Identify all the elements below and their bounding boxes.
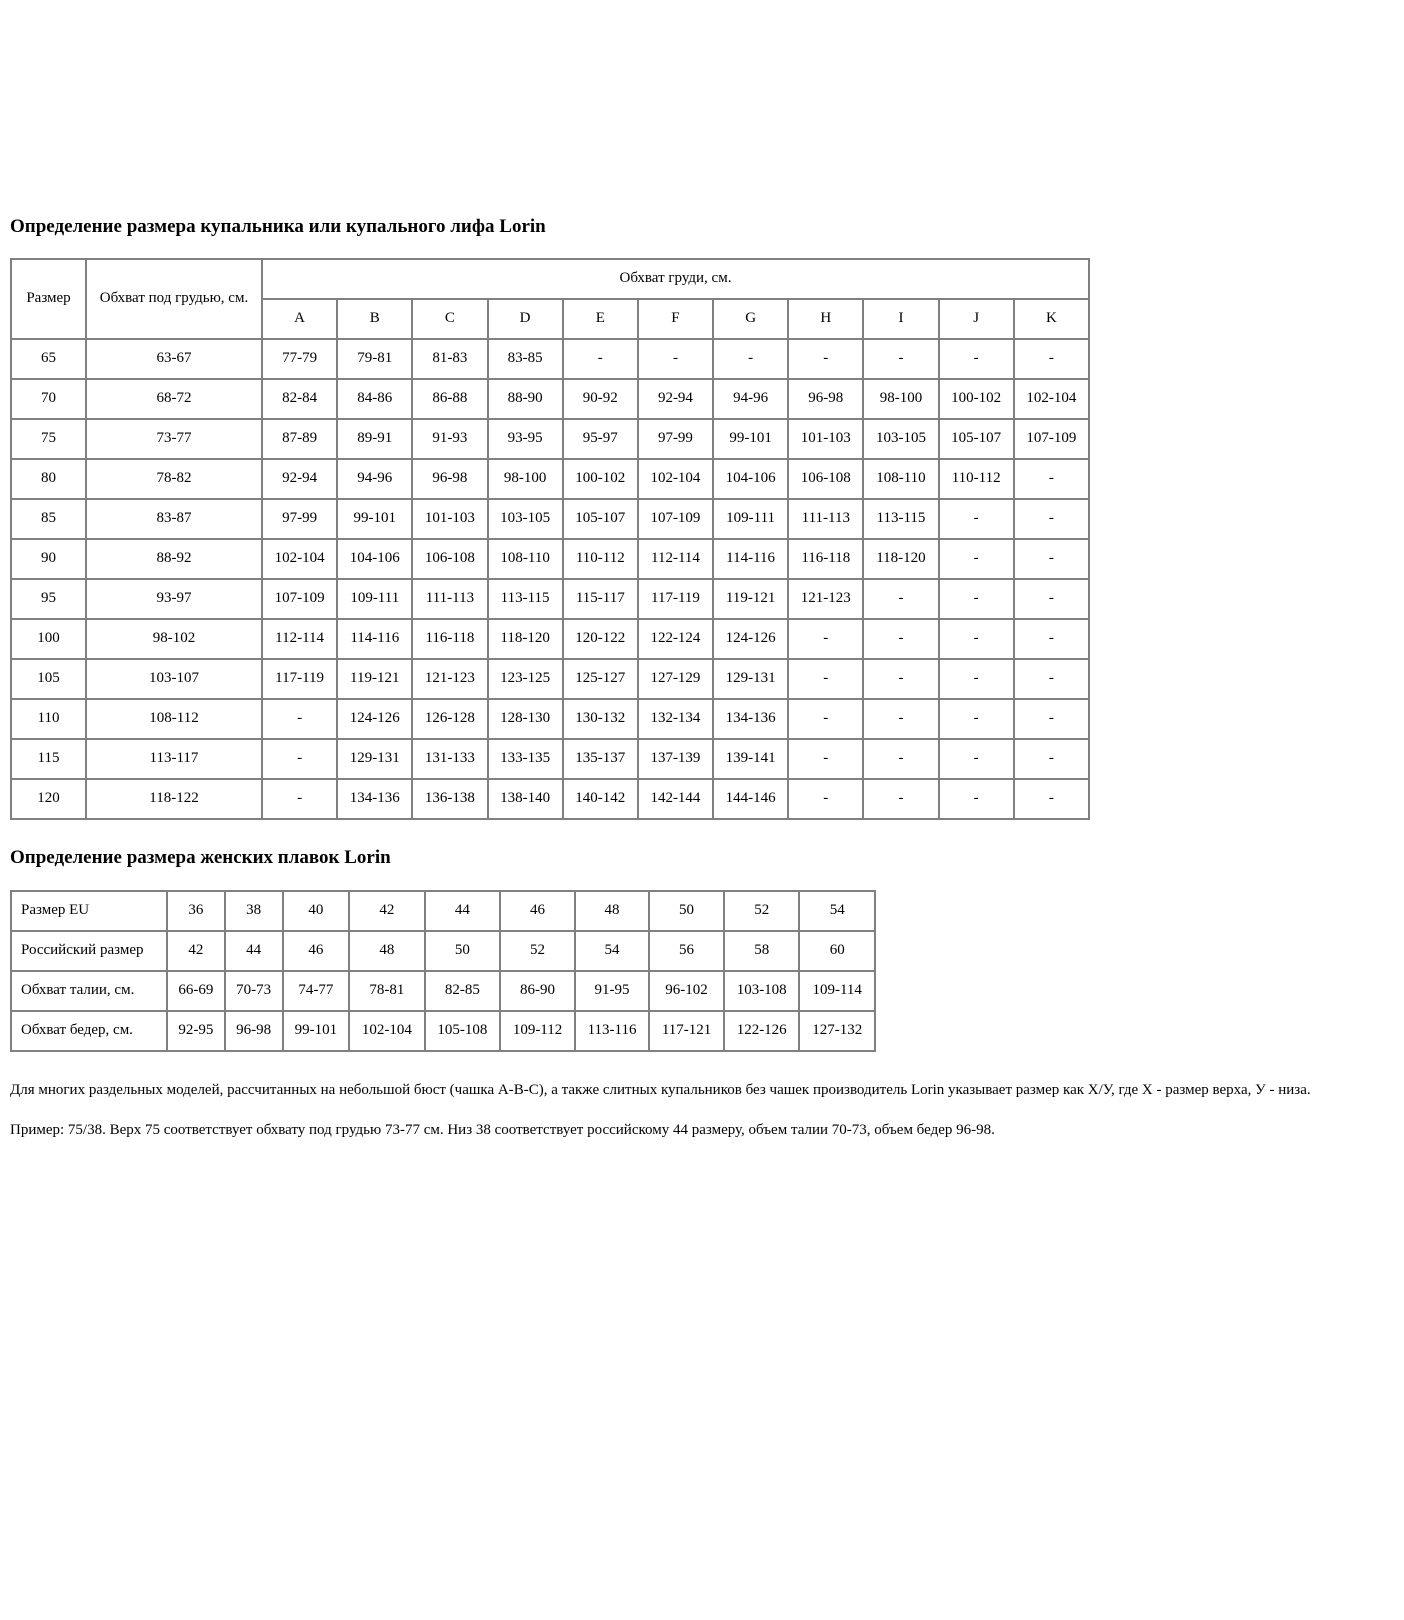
bra-bust-range-cell: 110-112 (563, 539, 638, 579)
bra-bust-range-cell: 116-118 (412, 619, 487, 659)
bra-table-row (11, 739, 1089, 779)
panties-value-cell: 60 (799, 931, 875, 971)
bra-bust-range-cell: - (1014, 699, 1089, 739)
bra-underbust-cell: 93-97 (86, 579, 262, 619)
panties-value-cell: 96-98 (225, 1011, 283, 1051)
bra-bust-range-cell: - (1014, 459, 1089, 499)
panties-table-row (11, 1011, 875, 1051)
bra-bust-range-cell: 94-96 (337, 459, 412, 499)
bra-bust-range-cell: 77-79 (262, 339, 337, 379)
bra-size-table-title: Определение размера купальника или купального лифа Lorin (10, 216, 546, 237)
bra-bust-range-cell: 97-99 (262, 499, 337, 539)
bra-bust-range-cell: 92-94 (638, 379, 713, 419)
bra-bust-range-cell: 106-108 (788, 459, 863, 499)
panties-size-table (10, 890, 876, 1052)
bra-bust-range-cell: 114-116 (713, 539, 788, 579)
bra-bust-range-cell: 134-136 (713, 699, 788, 739)
bra-table-body (11, 339, 1089, 819)
panties-value-cell: 46 (283, 931, 350, 971)
bra-bust-range-cell: 134-136 (337, 779, 412, 819)
bra-size-cell: 100 (11, 619, 86, 659)
panties-value-cell: 42 (349, 891, 424, 931)
bra-bust-range-cell: - (939, 659, 1014, 699)
bra-bust-range-cell: - (788, 699, 863, 739)
bra-bust-range-cell: 83-85 (488, 339, 563, 379)
bra-table-row (11, 779, 1089, 819)
bra-bust-range-cell: - (262, 739, 337, 779)
bra-underbust-cell: 68-72 (86, 379, 262, 419)
bra-bust-range-cell: 118-120 (863, 539, 938, 579)
bra-size-cell: 70 (11, 379, 86, 419)
panties-value-cell: 56 (649, 931, 724, 971)
bra-bust-range-cell: 118-120 (488, 619, 563, 659)
panties-value-cell: 36 (167, 891, 225, 931)
panties-value-cell: 48 (575, 891, 649, 931)
bra-bust-range-cell: 95-97 (563, 419, 638, 459)
bra-bust-range-cell: - (863, 699, 938, 739)
bra-bust-range-cell: 114-116 (337, 619, 412, 659)
panties-value-cell: 44 (225, 931, 283, 971)
bra-table-row (11, 419, 1089, 459)
bra-bust-range-cell: 124-126 (713, 619, 788, 659)
bra-bust-range-cell: 101-103 (788, 419, 863, 459)
bra-bust-range-cell: 107-109 (638, 499, 713, 539)
bra-bust-range-cell: 138-140 (488, 779, 563, 819)
bra-bust-range-cell: 90-92 (563, 379, 638, 419)
cup-column-header: H (788, 299, 863, 339)
panties-value-cell: 42 (167, 931, 225, 971)
panties-value-cell: 66-69 (167, 971, 225, 1011)
bra-bust-range-cell: - (262, 779, 337, 819)
bra-bust-range-cell: 123-125 (488, 659, 563, 699)
bra-bust-range-cell: - (939, 579, 1014, 619)
panties-row-label: Обхват талии, см. (11, 971, 167, 1011)
bra-bust-range-cell: 130-132 (563, 699, 638, 739)
bra-table-row (11, 699, 1089, 739)
bra-table-row (11, 379, 1089, 419)
bra-size-cell: 90 (11, 539, 86, 579)
bra-bust-range-cell: 119-121 (713, 579, 788, 619)
bra-bust-range-cell: 129-131 (713, 659, 788, 699)
panties-value-cell: 127-132 (799, 1011, 875, 1051)
panties-value-cell: 113-116 (575, 1011, 649, 1051)
bra-bust-range-cell: 88-90 (488, 379, 563, 419)
bra-bust-range-cell: 140-142 (563, 779, 638, 819)
panties-value-cell: 92-95 (167, 1011, 225, 1051)
bra-bust-range-cell: 103-105 (488, 499, 563, 539)
bra-bust-range-cell: 110-112 (939, 459, 1014, 499)
panties-value-cell: 99-101 (283, 1011, 350, 1051)
header-size-label: Размер (11, 259, 86, 339)
cup-column-header: B (337, 299, 412, 339)
bra-bust-range-cell: 79-81 (337, 339, 412, 379)
panties-value-cell: 109-114 (799, 971, 875, 1011)
bra-bust-range-cell: 129-131 (337, 739, 412, 779)
note-sizing-example: Пример: 75/38. Верх 75 соответствует обхвату под грудью 73-77 см. Низ 38 соответствует российскому 44 размеру, объем талии 70-73, объем бедер 96-98. (10, 1121, 995, 1138)
panties-value-cell: 105-108 (425, 1011, 500, 1051)
bra-underbust-cell: 108-112 (86, 699, 262, 739)
bra-bust-range-cell: 136-138 (412, 779, 487, 819)
bra-size-cell: 105 (11, 659, 86, 699)
panties-value-cell: 50 (649, 891, 724, 931)
bra-bust-range-cell: 133-135 (488, 739, 563, 779)
bra-bust-range-cell: 91-93 (412, 419, 487, 459)
bra-bust-range-cell: - (863, 659, 938, 699)
bra-bust-range-cell: - (863, 619, 938, 659)
panties-value-cell: 91-95 (575, 971, 649, 1011)
bra-bust-range-cell: - (1014, 739, 1089, 779)
cup-column-header: E (563, 299, 638, 339)
bra-size-cell: 120 (11, 779, 86, 819)
bra-size-cell: 80 (11, 459, 86, 499)
bra-bust-range-cell: 84-86 (337, 379, 412, 419)
bra-bust-range-cell: - (939, 539, 1014, 579)
bra-bust-range-cell: 139-141 (713, 739, 788, 779)
bra-bust-range-cell: 121-123 (788, 579, 863, 619)
panties-value-cell: 48 (349, 931, 424, 971)
bra-size-cell: 95 (11, 579, 86, 619)
bra-bust-range-cell: - (939, 779, 1014, 819)
panties-value-cell: 38 (225, 891, 283, 931)
bra-bust-range-cell: 107-109 (1014, 419, 1089, 459)
bra-bust-range-cell: 112-114 (638, 539, 713, 579)
bra-bust-range-cell: - (1014, 499, 1089, 539)
bra-size-cell: 110 (11, 699, 86, 739)
bra-bust-range-cell: - (1014, 579, 1089, 619)
bra-size-cell: 85 (11, 499, 86, 539)
bra-bust-range-cell: - (788, 339, 863, 379)
bra-bust-range-cell: - (939, 499, 1014, 539)
bra-bust-range-cell: 142-144 (638, 779, 713, 819)
panties-value-cell: 50 (425, 931, 500, 971)
bra-bust-range-cell: 103-105 (863, 419, 938, 459)
bra-bust-range-cell: 116-118 (788, 539, 863, 579)
panties-value-cell: 40 (283, 891, 350, 931)
bra-bust-range-cell: 144-146 (713, 779, 788, 819)
bra-bust-range-cell: - (939, 699, 1014, 739)
bra-bust-range-cell: 97-99 (638, 419, 713, 459)
bra-bust-range-cell: 125-127 (563, 659, 638, 699)
panties-value-cell: 117-121 (649, 1011, 724, 1051)
panties-table-row (11, 931, 875, 971)
cup-column-header: I (863, 299, 938, 339)
panties-value-cell: 52 (500, 931, 575, 971)
bra-bust-range-cell: 100-102 (563, 459, 638, 499)
bra-bust-range-cell: 113-115 (863, 499, 938, 539)
bra-bust-range-cell: - (1014, 779, 1089, 819)
cup-column-header: D (488, 299, 563, 339)
bra-bust-range-cell: - (638, 339, 713, 379)
panties-value-cell: 54 (799, 891, 875, 931)
panties-value-cell: 44 (425, 891, 500, 931)
bra-bust-range-cell: 82-84 (262, 379, 337, 419)
bra-bust-range-cell: 111-113 (788, 499, 863, 539)
bra-bust-range-cell: 102-104 (1014, 379, 1089, 419)
bra-size-cell: 75 (11, 419, 86, 459)
bra-bust-range-cell: 94-96 (713, 379, 788, 419)
bra-size-cell: 65 (11, 339, 86, 379)
panties-row-label: Обхват бедер, см. (11, 1011, 167, 1051)
bra-bust-range-cell: 106-108 (412, 539, 487, 579)
panties-value-cell: 102-104 (349, 1011, 424, 1051)
bra-bust-range-cell: - (563, 339, 638, 379)
bra-bust-range-cell: 127-129 (638, 659, 713, 699)
bra-bust-range-cell: 128-130 (488, 699, 563, 739)
cup-column-header: J (939, 299, 1014, 339)
bra-table-header-row-1 (11, 259, 1089, 299)
document-page (0, 216, 1404, 1139)
bra-bust-range-cell: - (1014, 339, 1089, 379)
cup-column-header: C (412, 299, 487, 339)
bra-bust-range-cell: 98-100 (863, 379, 938, 419)
bra-bust-range-cell: 137-139 (638, 739, 713, 779)
bra-bust-range-cell: 124-126 (337, 699, 412, 739)
bra-bust-range-cell: 108-110 (863, 459, 938, 499)
bra-bust-range-cell: 96-98 (788, 379, 863, 419)
bra-bust-range-cell: - (788, 779, 863, 819)
bra-underbust-cell: 98-102 (86, 619, 262, 659)
bra-bust-range-cell: 81-83 (412, 339, 487, 379)
bra-bust-range-cell: 92-94 (262, 459, 337, 499)
bra-underbust-cell: 118-122 (86, 779, 262, 819)
panties-value-cell: 74-77 (283, 971, 350, 1011)
bra-bust-range-cell: 101-103 (412, 499, 487, 539)
bra-bust-range-cell: 109-111 (713, 499, 788, 539)
bra-bust-range-cell: 119-121 (337, 659, 412, 699)
bra-underbust-cell: 88-92 (86, 539, 262, 579)
bra-bust-range-cell: 105-107 (939, 419, 1014, 459)
bra-underbust-cell: 63-67 (86, 339, 262, 379)
bra-underbust-cell: 103-107 (86, 659, 262, 699)
panties-value-cell: 70-73 (225, 971, 283, 1011)
bra-bust-range-cell: 109-111 (337, 579, 412, 619)
bra-bust-range-cell: 105-107 (563, 499, 638, 539)
bra-bust-range-cell: 86-88 (412, 379, 487, 419)
header-underbust-label: Обхват под грудью, см. (86, 259, 262, 339)
bra-bust-range-cell: - (788, 739, 863, 779)
bra-size-cell: 115 (11, 739, 86, 779)
bra-bust-range-cell: 135-137 (563, 739, 638, 779)
bra-bust-range-cell: 98-100 (488, 459, 563, 499)
bra-bust-range-cell: 96-98 (412, 459, 487, 499)
bra-bust-range-cell: 107-109 (262, 579, 337, 619)
panties-table-row (11, 971, 875, 1011)
bra-bust-range-cell: 100-102 (939, 379, 1014, 419)
cup-column-header: K (1014, 299, 1089, 339)
panties-table-row (11, 891, 875, 931)
bra-bust-range-cell: 117-119 (638, 579, 713, 619)
bra-bust-range-cell: 89-91 (337, 419, 412, 459)
bra-table-row (11, 579, 1089, 619)
bra-bust-range-cell: 102-104 (638, 459, 713, 499)
bra-table-row (11, 619, 1089, 659)
cup-column-header: A (262, 299, 337, 339)
header-bust-label: Обхват груди, см. (262, 259, 1089, 299)
bra-table-row (11, 459, 1089, 499)
bra-underbust-cell: 113-117 (86, 739, 262, 779)
panties-value-cell: 109-112 (500, 1011, 575, 1051)
bra-table-row (11, 499, 1089, 539)
note-sizing-format: Для многих раздельных моделей, рассчитанных на небольшой бюст (чашка A-B-C), а также слитных купальников без чашек производитель Lorin указывает размер как Х/У, где Х - размер верха, У - низа. (10, 1081, 1311, 1098)
bra-bust-range-cell: 99-101 (337, 499, 412, 539)
panties-value-cell: 122-126 (724, 1011, 799, 1051)
bra-bust-range-cell: 108-110 (488, 539, 563, 579)
panties-value-cell: 46 (500, 891, 575, 931)
bra-underbust-cell: 73-77 (86, 419, 262, 459)
bra-bust-range-cell: 93-95 (488, 419, 563, 459)
panties-value-cell: 54 (575, 931, 649, 971)
bra-bust-range-cell: - (863, 339, 938, 379)
panties-value-cell: 52 (724, 891, 799, 931)
panties-value-cell: 82-85 (425, 971, 500, 1011)
bra-bust-range-cell: - (939, 619, 1014, 659)
bra-bust-range-cell: 117-119 (262, 659, 337, 699)
bra-bust-range-cell: - (939, 339, 1014, 379)
bra-bust-range-cell: 126-128 (412, 699, 487, 739)
cup-column-header: G (713, 299, 788, 339)
panties-value-cell: 96-102 (649, 971, 724, 1011)
cup-column-header: F (638, 299, 713, 339)
bra-bust-range-cell: 132-134 (638, 699, 713, 739)
bra-bust-range-cell: - (863, 579, 938, 619)
bra-bust-range-cell: - (1014, 539, 1089, 579)
bra-bust-range-cell: - (713, 339, 788, 379)
bra-bust-range-cell: 122-124 (638, 619, 713, 659)
panties-row-label: Российский размер (11, 931, 167, 971)
panties-value-cell: 78-81 (349, 971, 424, 1011)
bra-bust-range-cell: - (1014, 619, 1089, 659)
bra-table-row (11, 339, 1089, 379)
panties-value-cell: 103-108 (724, 971, 799, 1011)
bra-bust-range-cell: - (939, 739, 1014, 779)
bra-table-header (11, 259, 1089, 339)
bra-bust-range-cell: 99-101 (713, 419, 788, 459)
bra-bust-range-cell: 104-106 (713, 459, 788, 499)
panties-value-cell: 58 (724, 931, 799, 971)
bra-bust-range-cell: 115-117 (563, 579, 638, 619)
bra-bust-range-cell: 111-113 (412, 579, 487, 619)
bra-bust-range-cell: 120-122 (563, 619, 638, 659)
bra-bust-range-cell: - (262, 699, 337, 739)
bra-bust-range-cell: 112-114 (262, 619, 337, 659)
bra-bust-range-cell: 104-106 (337, 539, 412, 579)
bra-bust-range-cell: - (788, 619, 863, 659)
bra-size-table (10, 258, 1090, 820)
bra-bust-range-cell: 102-104 (262, 539, 337, 579)
bra-underbust-cell: 78-82 (86, 459, 262, 499)
panties-table-body (11, 891, 875, 1051)
bra-bust-range-cell: 121-123 (412, 659, 487, 699)
bra-bust-range-cell: - (1014, 659, 1089, 699)
bra-bust-range-cell: 87-89 (262, 419, 337, 459)
panties-value-cell: 86-90 (500, 971, 575, 1011)
bra-table-row (11, 659, 1089, 699)
bra-underbust-cell: 83-87 (86, 499, 262, 539)
bra-table-row (11, 539, 1089, 579)
panties-size-table-title: Определение размера женских плавок Lorin (10, 846, 391, 868)
panties-row-label: Размер EU (11, 891, 167, 931)
bra-bust-range-cell: 131-133 (412, 739, 487, 779)
bra-bust-range-cell: - (863, 739, 938, 779)
bra-bust-range-cell: 113-115 (488, 579, 563, 619)
bra-bust-range-cell: - (788, 659, 863, 699)
bra-bust-range-cell: - (863, 779, 938, 819)
